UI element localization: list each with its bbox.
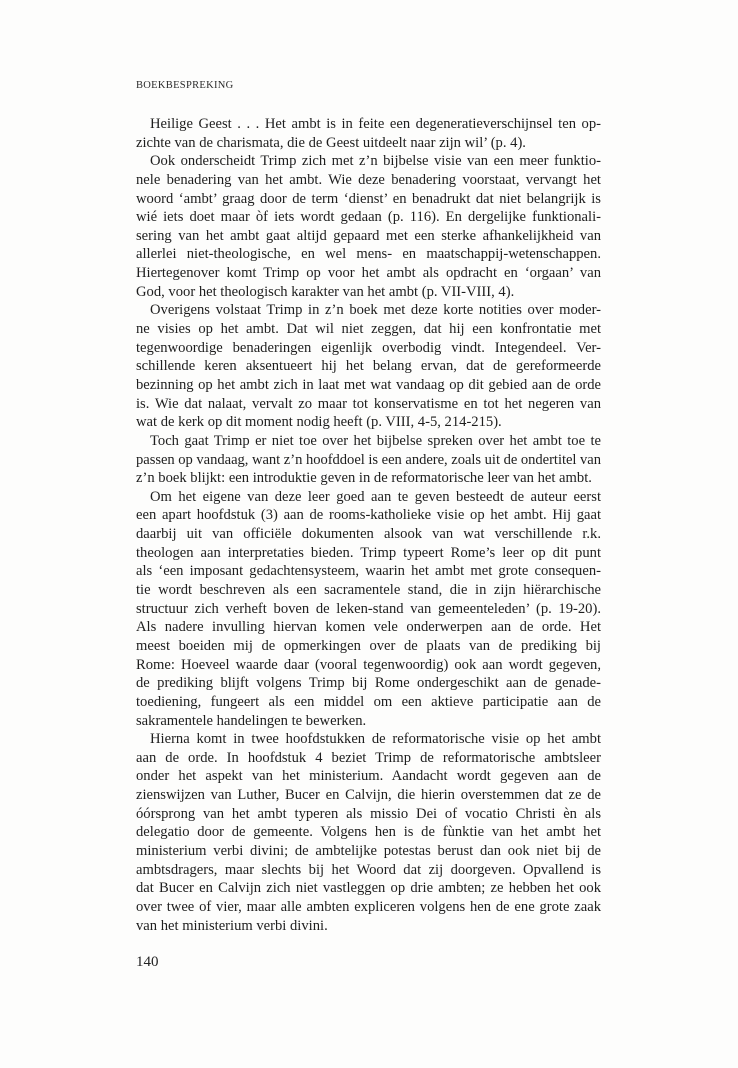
text-line: óórsprong van het ambt typeren als missio Dei of vocatio Christi èn als xyxy=(136,805,601,822)
text-line: als ‘een imposant gedachtensysteem, waarin het ambt met grote consequen- xyxy=(136,563,601,580)
text-line: is. Wie dat nalaat, vervalt zo maar tot konservatisme en tot het negeren van xyxy=(136,395,601,412)
paragraph xyxy=(136,432,601,488)
text-line: onder het aspekt van het ministerium. Aandacht wordt gegeven aan de xyxy=(136,768,601,785)
text-line: zichte van de charismata, die de Geest uitdeelt naar zijn wil’ (p. 4). xyxy=(136,134,526,151)
text-line: tie wordt beschreven als een sacramentele stand, die in zijn hiërarchische xyxy=(136,582,601,599)
text-line: z’n boek blijkt: een introduktie geven in de reformatorische leer van het ambt. xyxy=(136,470,592,487)
text-line: passen op vandaag, want z’n hoofddoel is een andere, zoals uit de ondertitel van xyxy=(136,451,601,468)
paragraph xyxy=(136,301,601,431)
text-line: structuur zich verheft boven de leken-stand van gemeenteleden’ (p. 19-20). xyxy=(136,600,601,617)
text-line: delegatio door de gemeente. Volgens hen is de fùnktie van het ambt het xyxy=(136,824,601,841)
text-line: sering van het ambt gaat altijd gepaard met een sterke afhankelijkheid van xyxy=(136,227,601,244)
text-line: schillende keren aksentueert hij het belang ervan, dat de gereformeerde xyxy=(136,358,601,375)
paragraph xyxy=(136,730,601,935)
text-line: de prediking blijft volgens Trimp bij Rome ondergeschikt aan de genade- xyxy=(136,675,601,692)
text-line: allerlei niet-theologische, en wel mens- en maatschappij-wetenschappen. xyxy=(136,246,601,263)
paragraph xyxy=(136,488,601,730)
text-line: Overigens volstaat Trimp in z’n boek met deze korte notities over moder- xyxy=(150,302,601,319)
text-line: sakramentele handelingen te bewerken. xyxy=(136,712,367,729)
text-line: Ook onderscheidt Trimp zich met z’n bijbelse visie van een meer funktio- xyxy=(150,153,601,170)
text-line: ne visies op het ambt. Dat wil niet zeggen, dat hij een konfrontatie met xyxy=(136,321,601,338)
paragraph xyxy=(136,152,601,301)
text-line: Hiertegenover komt Trimp op voor het ambt als opdracht en ‘orgaan’ van xyxy=(136,265,601,282)
text-line: van het ministerium verbi divini. xyxy=(136,917,328,934)
text-line: Heilige Geest . . . Het ambt is in feite een degeneratieverschijnsel ten op- xyxy=(150,116,601,132)
text-line: woord ‘ambt’ graag door de term ‘dienst’ en benadrukt dat niet belangrijk is xyxy=(136,190,601,207)
text-line: wat de kerk op dit moment nodig heeft (p. VIII, 4-5, 214-215). xyxy=(136,414,502,431)
text-line: een apart hoofdstuk (3) aan de rooms-katholieke visie op het ambt. Hij gaat xyxy=(136,507,601,524)
body-text xyxy=(136,115,601,935)
text-line: daarbij uit van officiële dokumenten alsook van wat verschillende r.k. xyxy=(136,526,601,543)
text-line: over twee of vier, maar alle ambten expliceren volgens hen de ene grote zaak xyxy=(136,898,601,915)
text-line: zienswijzen van Luther, Bucer en Calvijn, die hierin overstemmen dat ze de xyxy=(136,787,601,804)
text-line: Toch gaat Trimp er niet toe over het bijbelse spreken over het ambt toe te xyxy=(150,432,601,449)
text-line: Als nadere invulling hiervan komen vele onderwerpen aan de orde. Het xyxy=(136,619,601,636)
text-line: Rome: Hoeveel waarde daar (vooral tegenwoordig) ook aan wordt gegeven, xyxy=(136,656,601,673)
paragraph xyxy=(136,115,601,152)
text-line: toediening, fungeert als een middel om een aktieve participatie aan de xyxy=(136,693,601,710)
text-line: aan de orde. In hoofdstuk 4 beziet Trimp de reformatorische ambtsleer xyxy=(136,749,601,766)
text-line: Hierna komt in twee hoofdstukken de reformatorische visie op het ambt xyxy=(150,731,601,748)
text-line: ambtsdragers, maar slechts bij het Woord dat zij doorgeven. Opvallend is xyxy=(136,861,601,878)
text-line: theologen aan interpretaties bieden. Trimp typeert Rome’s leer op dit punt xyxy=(136,544,601,561)
text-line: dat Bucer en Calvijn zich niet vastleggen op drie ambten; ze hebben het ook xyxy=(136,880,601,897)
page-number: 140 xyxy=(136,954,159,970)
text-line: meest boeiden mij de opmerkingen over de plaats van de prediking bij xyxy=(136,637,601,654)
text-line: Om het eigene van deze leer goed aan te geven besteedt de auteur eerst xyxy=(150,488,601,505)
text-line: wié iets doet maar òf iets wordt gedaan (p. 116). En dergelijke funktionali- xyxy=(136,209,601,226)
running-head: BOEKBESPREKING xyxy=(136,80,234,91)
text-line: God, voor het theologisch karakter van het ambt (p. VII-VIII, 4). xyxy=(136,283,515,300)
text-line: tegenwoordige benaderingen eigenlijk overbodig vindt. Integendeel. Ver- xyxy=(136,339,601,356)
text-line: nele benadering van het ambt. Wie deze benadering voorstaat, vervangt het xyxy=(136,171,601,188)
text-line: bezinning op het ambt zich in laat met wat vandaag op dit gebied aan de orde xyxy=(136,376,601,393)
text-line: ministerium verbi divini; de ambtelijke potestas berust dan ook niet bij de xyxy=(136,842,601,859)
